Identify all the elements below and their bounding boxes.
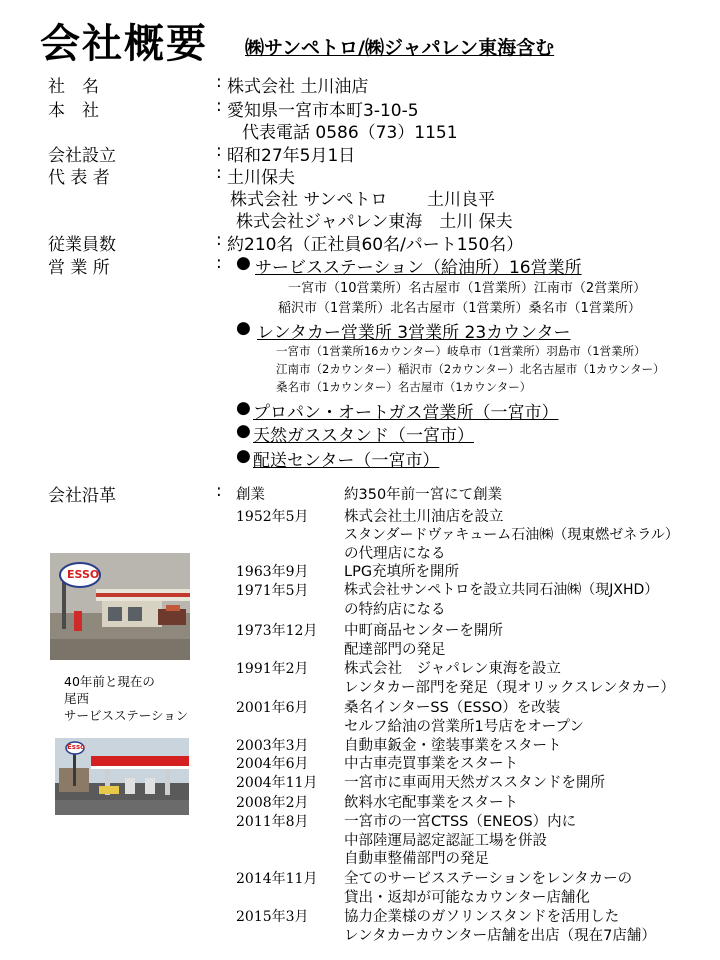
office-ss-line: 稲沢市（1営業所）北名古屋市（1営業所）桑名市（1営業所） [278,301,641,316]
office-service-station: サービスステーション（給油所）16営業所 [255,258,582,278]
old-esso-sign: ESSO [67,568,100,581]
colon: : [216,253,222,273]
history-event: 株式会社 ジャパレン東海を設立 [344,661,561,677]
office-natural-gas: 天然ガススタンド（一宮市） [253,426,474,446]
history-founding-text: 約350年前一宮にて創業 [344,487,503,503]
bullet: ● [236,421,251,441]
colon: : [216,481,222,501]
bullet: ● [236,318,251,338]
history-event: 自動車鈑金・塗装事業をスタート [344,738,562,754]
history-event: 株式会社サンペトロを設立共同石油㈱（現JXHD） [344,582,659,598]
hq-address: 愛知県一宮市本町3-10-5 [227,101,419,121]
new-station-photo [55,738,189,815]
history-event: 桑名インターSS（ESSO）を改装 [344,700,561,716]
history-event: 中古車売買事業をスタート [344,756,518,772]
history-event: の特約店になる [344,601,446,618]
new-esso-sign: Esso [67,743,85,751]
colon: : [216,163,222,183]
history-year: 2001年6月 [236,700,309,716]
representative: 土川保夫 [227,168,295,188]
hq-phone: 代表電話 0586（73）1151 [242,123,458,143]
history-year: 1952年5月 [236,509,309,525]
old-station-photo [50,553,190,660]
name-label: 社 名 [48,77,99,97]
history-event: スタンダードヴァキューム石油㈱（現東燃ゼネラル） [344,526,679,543]
history-event: セルフ給油の営業所1号店をオープン [344,718,584,735]
history-event: 全てのサービスステーションをレンタカーの [344,871,633,887]
page-subtitle: ㈱サンペトロ/㈱ジャパレン東海含む [245,37,555,59]
history-year: 1971年5月 [236,583,309,599]
hq-label: 本 社 [48,101,99,121]
office-ss-line: 一宮市（10営業所）名古屋市（1営業所）江南市（2営業所） [288,281,647,296]
history-year: 2004年11月 [236,775,318,791]
employees-label: 従業員数 [48,235,116,255]
office-rental: レンタカー営業所 3営業所 23カウンター [257,323,571,343]
history-event: レンタカーカウンター店舗を出店（現在7店舗） [344,927,656,944]
employee-count: 約210名（正社員60名/パート150名） [227,235,524,255]
history-event: 中部陸運局認定認証工場を併設 [344,832,547,849]
history-event: 協力企業様のガソリンスタンドを活用した [344,909,620,925]
history-event: 一宮市の一宮CTSS（ENEOS）内に [344,814,577,830]
history-event: 貸出・返却が可能なカウンター店舗化 [344,889,590,906]
history-year: 2011年8月 [236,814,309,830]
colon: : [216,96,222,116]
company-name: 株式会社 土川油店 [227,77,369,97]
history-year: 2014年11月 [236,871,318,887]
history-year: 2003年3月 [236,738,309,754]
history-event: 中町商品センターを開所 [344,623,503,639]
rep-japaren: 株式会社ジャパレン東海 土川 保夫 [236,212,513,232]
history-event: 株式会社土川油店を設立 [344,509,504,525]
history-event: の代理店になる [344,546,446,563]
bullet: ● [236,253,251,273]
rep-sunpetro: 株式会社 サンペトロ 土川良平 [230,190,495,210]
history-event: 配達部門の発足 [344,641,446,658]
history-event: レンタカー部門を発足（現オリックスレンタカー） [344,679,675,696]
history-label: 会社沿革 [48,486,116,506]
photo-caption-line: サービスステーション [64,708,189,723]
office-rental-line: 一宮市（1営業所16カウンター）岐阜市（1営業所）羽島市（1営業所） [276,344,646,358]
history-year: 1991年2月 [236,661,309,677]
founded-label: 会社設立 [48,146,116,166]
bullet: ● [236,446,251,466]
history-year: 1973年12月 [236,623,318,639]
history-year: 2008年2月 [236,795,309,811]
colon: : [216,230,222,250]
founded-date: 昭和27年5月1日 [227,146,356,166]
history-event: 飲料水宅配事業をスタート [344,795,518,811]
history-event: 一宮市に車両用天然ガススタンドを開所 [344,775,605,791]
rep-label: 代 表 者 [48,168,110,188]
history-event: LPG充填所を開所 [344,564,460,580]
history-founding-label: 創業 [236,487,265,503]
office-propane: プロパン・オートガス営業所（一宮市） [253,403,559,423]
office-rental-line: 桑名市（1カウンター）名古屋市（1カウンター） [276,380,532,394]
page-title: 会社概要 [40,21,208,67]
office-delivery: 配送センター（一宮市） [253,451,440,471]
colon: : [216,72,222,92]
colon: : [216,141,222,161]
offices-label: 営 業 所 [48,258,110,278]
photo-caption-line: 尾西 [64,691,90,706]
history-year: 2004年6月 [236,756,309,772]
photo-caption-line: 40年前と現在の [64,674,155,689]
history-year: 2015年3月 [236,909,309,925]
bullet: ● [236,398,251,418]
history-year: 1963年9月 [236,564,309,580]
office-rental-line: 江南市（2カウンター）稲沢市（2カウンター）北名古屋市（1カウンター） [276,362,665,376]
history-event: 自動車整備部門の発足 [344,851,489,868]
